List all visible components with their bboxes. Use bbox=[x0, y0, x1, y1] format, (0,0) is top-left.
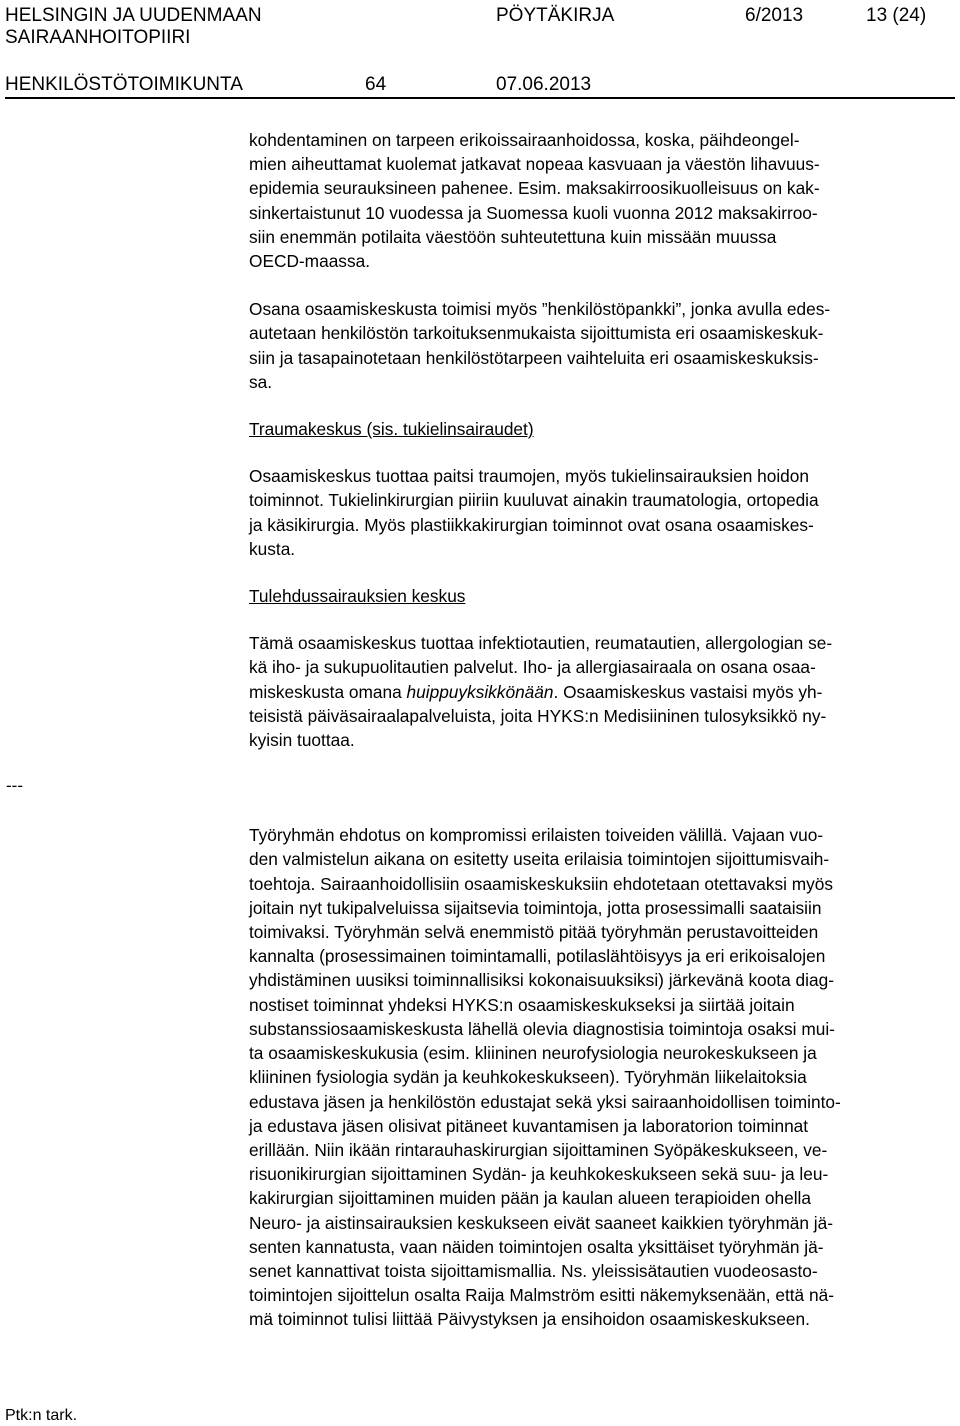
emphasized-text: huippuyksikkönään bbox=[406, 681, 554, 702]
paragraph: Osana osaamiskeskusta toimisi myös ”henkilöstöpankki”, jonka avulla edes- autetaan henkilöstön tarkoituksenmukaista sijoittumista eri osaamiskeskuk- siin ja tasapainotetaan henkilöstötarpeen vaihteluita eri osaamiskeskuksis- sa. bbox=[249, 299, 831, 392]
footer-check-label: Ptk:n tark. bbox=[5, 1407, 78, 1424]
section-heading: Traumakeskus (sis. tukielinsairaudet) bbox=[249, 419, 534, 440]
page-number: 13 (24) bbox=[866, 5, 927, 26]
committee-name: HENKILÖSTÖTOIMIKUNTA bbox=[5, 74, 243, 95]
paragraph: kohdentaminen on tarpeen erikoissairaanhoidossa, koska, päihdeongel- mien aiheuttamat kuolemat jatkavat nopeaa kasvuaan ja väestön lihavuus- epidemia seurauksineen pahenee. Esim. maksakirroosikuolleisuus on kak- sinkertaistunut 10 vuodessa ja Suomessa kuoli vuonna 2012 maksakirroo- siin enemmän potilaita väestöön suhteutettuna kuin missään muussa OECD-maassa. bbox=[249, 130, 820, 272]
margin-separator: --- bbox=[6, 776, 23, 795]
paragraph bbox=[249, 631, 949, 752]
paragraph: Osaamiskeskus tuottaa paitsi traumojen, myös tukielinsairauksien hoidon toiminnot. Tukielinkirurgian piiriin kuuluvat ainakin traumatologia, ortopedia ja käsikirurgia. Myös plastiikkakirurgian toiminnot ovat osana osaamiskes- kusta. bbox=[249, 466, 819, 559]
section-heading: Tulehdussairauksien keskus bbox=[249, 586, 466, 607]
meeting-date: 07.06.2013 bbox=[496, 74, 592, 95]
document-number: 6/2013 bbox=[745, 5, 804, 26]
section-number: 64 bbox=[365, 74, 387, 95]
paragraph-text: Tämä osaamiskeskus tuottaa infektiotautien, reumatautien, allergologian se- kä iho- ja sukupuolitautien palvelut. Iho- ja allergiasairaala on osana osaa- miskeskusta omana bbox=[249, 633, 833, 702]
document-body bbox=[249, 128, 949, 1332]
header-divider bbox=[5, 97, 955, 99]
paragraph: Työryhmän ehdotus on kompromissi erilaisten toiveiden välillä. Vajaan vuo- den valmistelun aikana on esitetty useita erilaisia toimintojen sijoittumisvaih- toehtoja. Sairaanhoidollisiin osaamiskeskuksiin ehdotetaan otettavaksi myös joitain nyt tukipalveluissa sijaitsevia toimintoja, jotta prosessimalli saataisiin toimivaksi. Työryhmän selvä enemmistö pitää työryhmän perustavoitteiden kannalta (prosessimainen toimintamalli, potilaslähtöisyys ja eri erikoisalojen yhdistäminen uusiksi toiminnallisiksi kokonaisuuksiksi) järkevänä koota diag- nostiset toiminnat yhdeksi HYKS:n osaamiskeskukseksi ja siirtää joitain substanssiosaamiskeskusta lähellä olevia diagnostisia toimintoja osaksi mui- ta osaamiskeskukusia (esim. kliininen neurofysiologia neurokeskukseen ja kliininen fysiologia sydän ja keuhkokeskukseen). Työryhmän liikelaitoksia edustava jäsen ja henkilöstön edustajat sekä yksi sairaanhoidollisen toiminto- ja edustava jäsen olisivat pitäneet kuvantamisen ja laboratorion toiminnat erillään. Niin ikään rintarauhaskirurgian sijoittaminen Syöpäkeskukseen, ve- risuonikirurgian sijoittaminen Sydän- ja keuhkokeskukseen sekä suu- ja leu- kakirurgian sijoittaminen muiden pään ja kaulan alueen terapioiden ohella Neuro- ja aistinsairauksien keskukseen eivät saaneet kaikkien työryhmän jä- senten kannatusta, vaan näiden toimintojen osalta yksittäiset työryhmän jä- senet kannattivat toista sijoittamismallia. Ns. yleissisätautien vuodeosasto- toimintojen sijoittelun osalta Raija Malmström esitti näkemyksenään, että nä- mä toiminnot tulisi liittää Päivystyksen ja ensihoidon osaamiskeskukseen. bbox=[249, 825, 841, 1330]
organization-name: HELSINGIN JA UUDENMAAN bbox=[5, 5, 262, 26]
organization-name-line2: SAIRAANHOITOPIIRI bbox=[5, 27, 191, 48]
paragraph-text: . Osaamiskeskus vastaisi myös yh- teisistä päiväsairaalapalveluista, joita HYKS:n Medisiininen tulosyksikkö ny- kyisin tuottaa. bbox=[249, 681, 827, 751]
document-type: PÖYTÄKIRJA bbox=[496, 5, 615, 26]
